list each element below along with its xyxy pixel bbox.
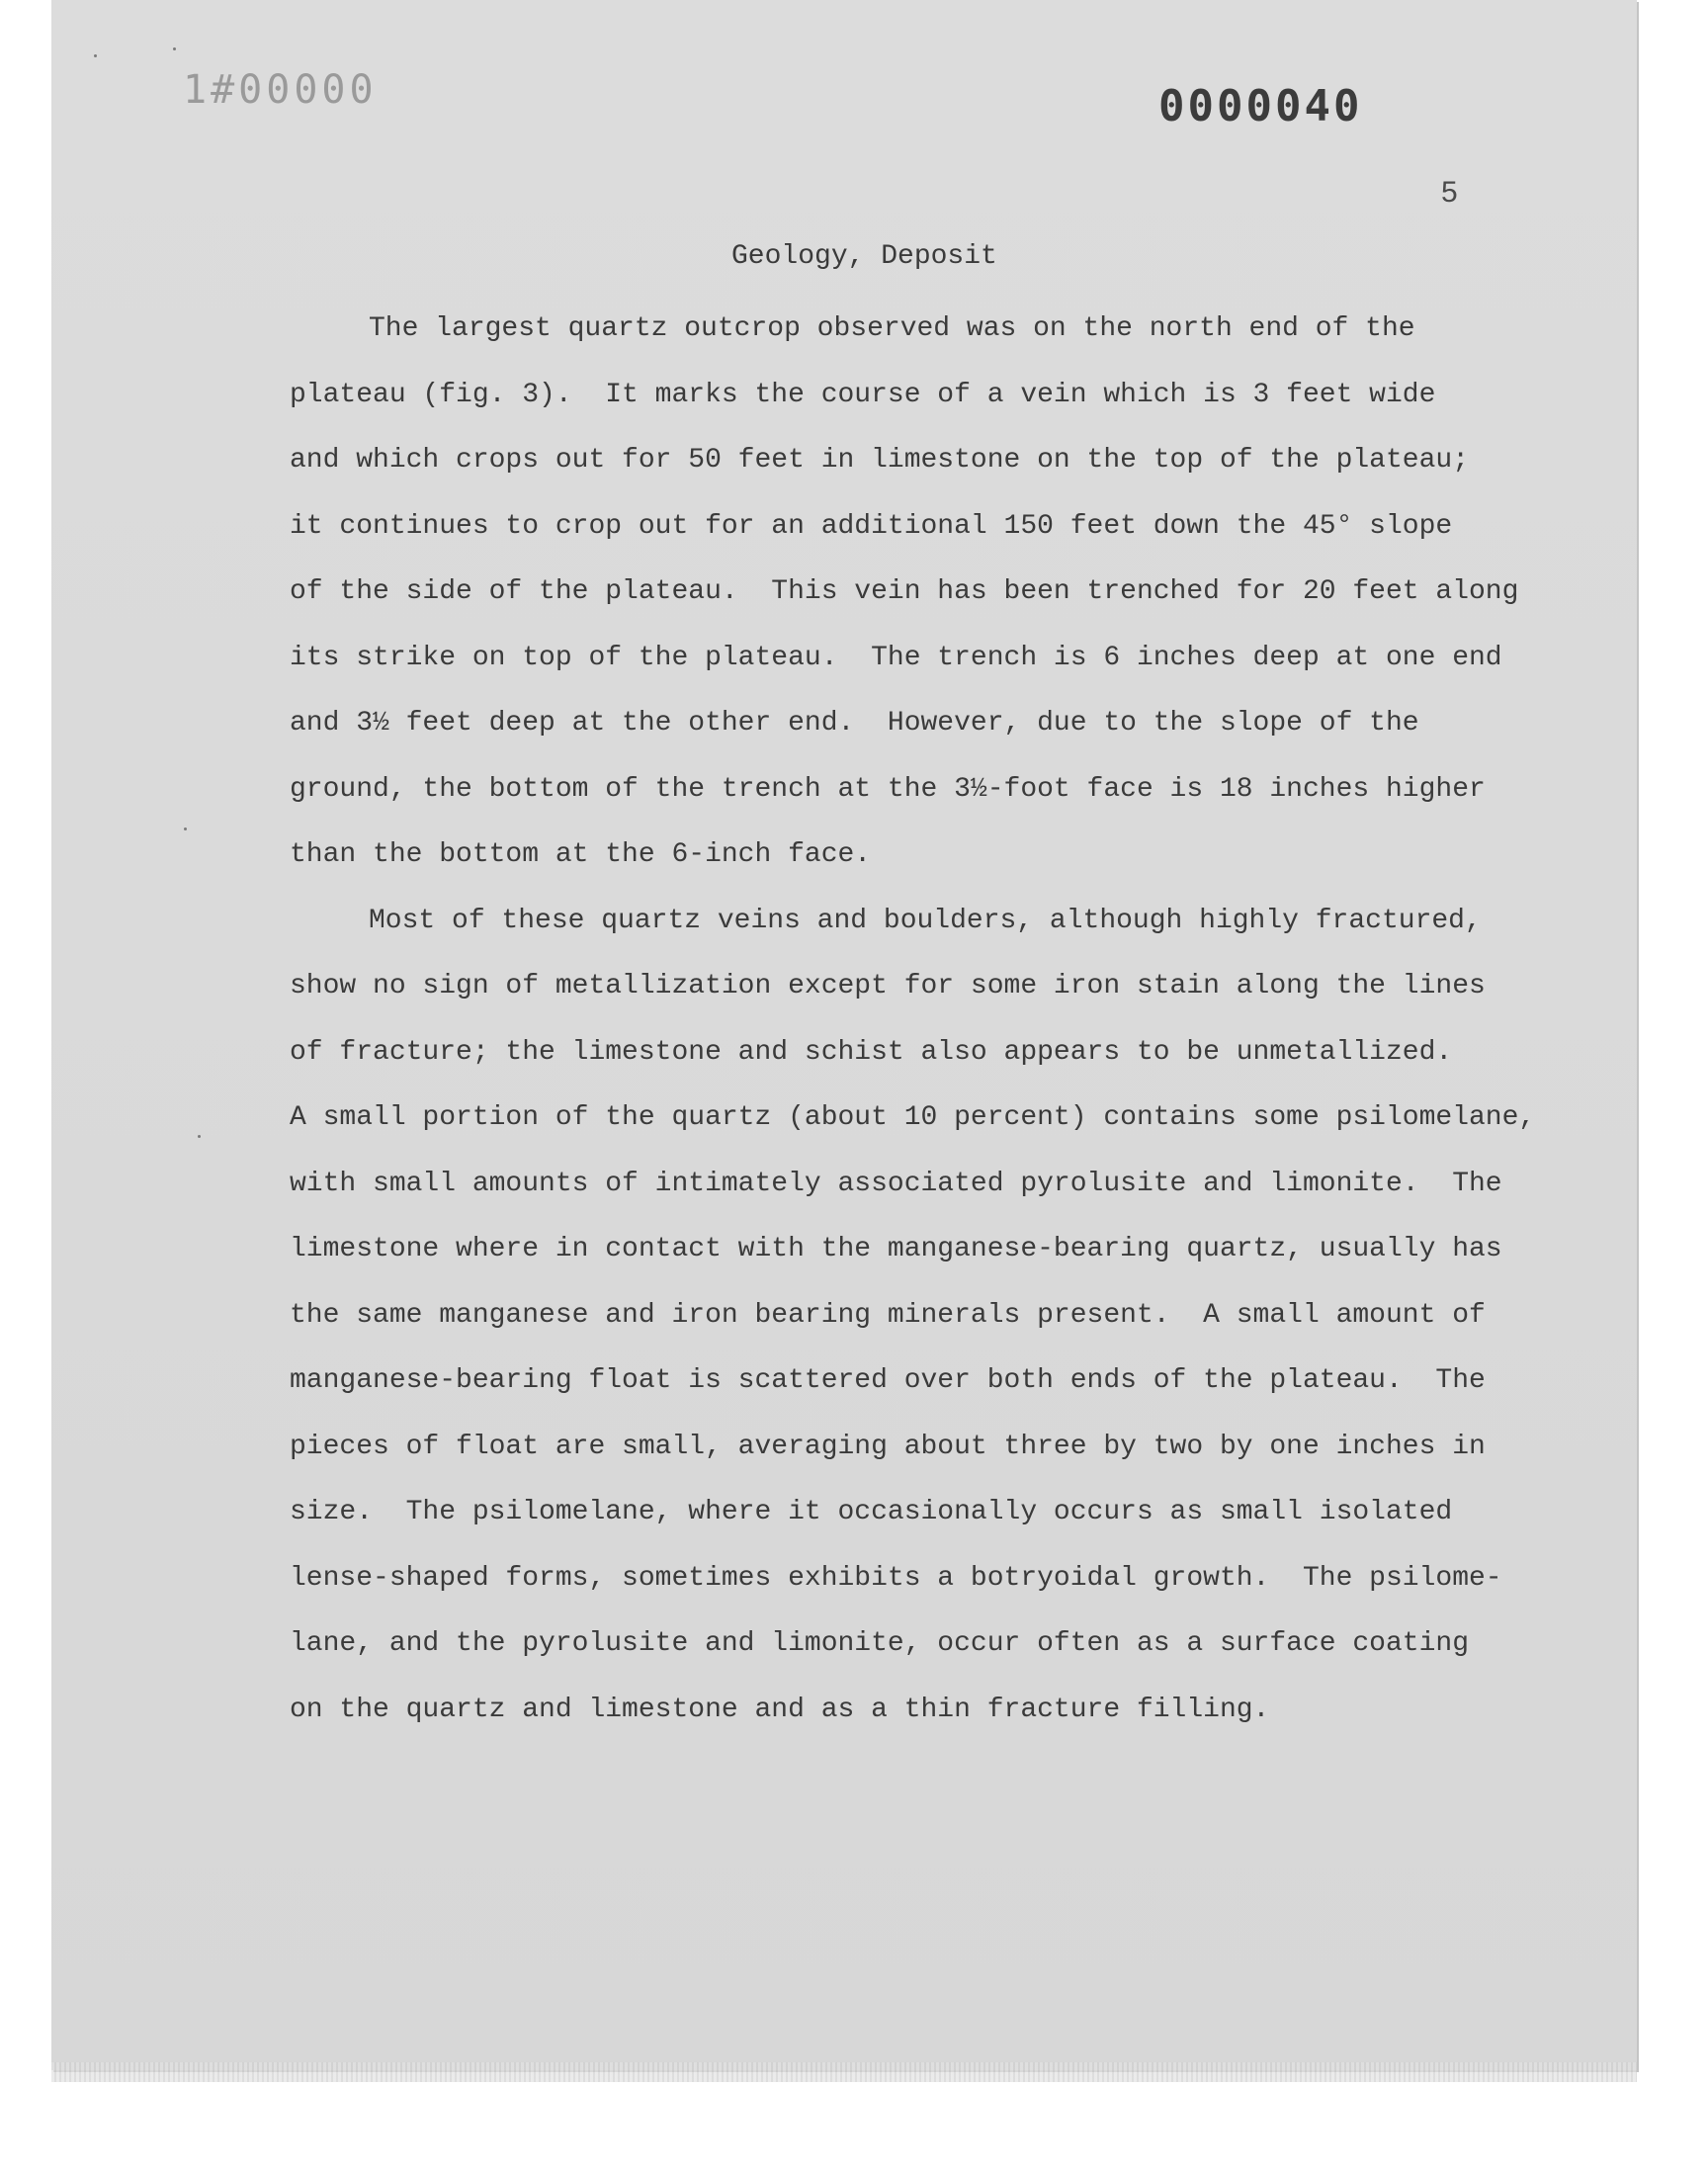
text-line: and 3½ feet deep at the other end. However, due to the slope of the (290, 708, 1419, 739)
text-line: manganese-bearing float is scattered over both ends of the plateau. The (290, 1365, 1486, 1396)
text-line: A small portion of the quartz (about 10 percent) contains some psilomelane, (290, 1102, 1536, 1133)
text-line: it continues to crop out for an additional 150 feet down the 45° slope (290, 510, 1453, 542)
text-line: ground, the bottom of the trench at the 3½-foot face is 18 inches higher (290, 773, 1486, 805)
text-line: pieces of float are small, averaging about three by two by one inches in (290, 1431, 1486, 1462)
stamp-left: 1#00000 (183, 67, 378, 113)
text-line: the same manganese and iron bearing minerals present. A small amount of (290, 1299, 1486, 1331)
text-line: than the bottom at the 6-inch face. (290, 839, 872, 870)
text-line: lense-shaped forms, sometimes exhibits a botryoidal growth. The psilome- (290, 1562, 1502, 1594)
text-line: plateau (fig. 3). It marks the course of a vein which is 3 feet wide (290, 379, 1436, 410)
stamp-right: 0000040 (1158, 81, 1363, 131)
body-text (290, 297, 1535, 1743)
text-line: of fracture; the limestone and schist also appears to be unmetallized. (290, 1036, 1453, 1068)
text-line: limestone where in contact with the manganese-bearing quartz, usually has (290, 1234, 1502, 1264)
text-line: and which crops out for 50 feet in limestone on the top of the plateau; (290, 445, 1469, 476)
speck (94, 54, 97, 57)
page-number: 5 (1441, 176, 1458, 209)
page-edge (51, 2062, 1637, 2082)
text-line: of the side of the plateau. This vein has been trenched for 20 feet along (290, 576, 1519, 607)
text-line: Most of these quartz veins and boulders, although highly fractured, (369, 905, 1482, 936)
section-heading: Geology, Deposit (731, 241, 997, 272)
text-line: show no sign of metallization except for some iron stain along the lines (290, 971, 1486, 1001)
text-line: its strike on top of the plateau. The trench is 6 inches deep at one end (290, 642, 1502, 673)
text-line: lane, and the pyrolusite and limonite, occur often as a surface coating (290, 1628, 1469, 1659)
text-line: size. The psilomelane, where it occasionally occurs as small isolated (290, 1497, 1453, 1527)
text-line: with small amounts of intimately associated pyrolusite and limonite. The (290, 1168, 1502, 1199)
speck (184, 827, 187, 830)
text-line: on the quartz and limestone and as a thin fracture filling. (290, 1694, 1270, 1725)
text-line: The largest quartz outcrop observed was on the north end of the (369, 313, 1415, 344)
speck (173, 47, 176, 50)
speck (198, 1135, 201, 1138)
